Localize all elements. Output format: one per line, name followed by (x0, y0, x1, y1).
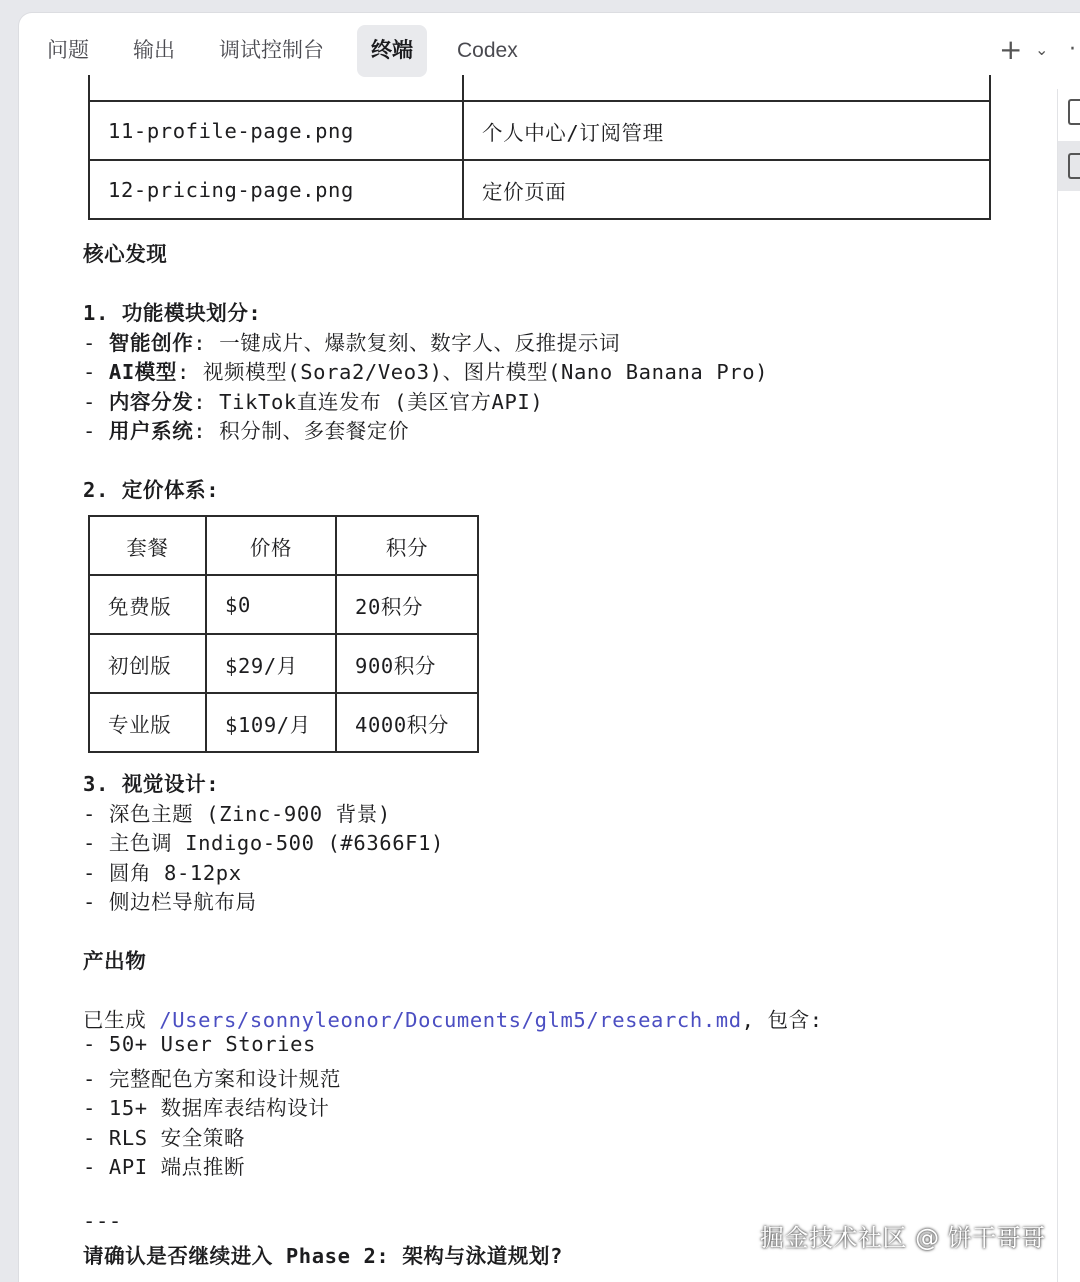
price-cell: $109/月 (206, 693, 336, 752)
confirm-question: 请确认是否继续进入 Phase 2: 架构与泳道规划? (83, 1244, 563, 1268)
item-value: : 视频模型(Sora2/Veo3)、图片模型(Nano Banana Pro) (176, 360, 769, 384)
list-item: - 智能创作: 一键成片、爆款复刻、数字人、反推提示词 (83, 331, 621, 355)
output-summary (83, 1003, 823, 1033)
item-key: 用户系统 (108, 419, 194, 443)
terminal-instance-icon[interactable] (1068, 99, 1080, 125)
list-item: - 15+ 数据库表结构设计 (83, 1096, 330, 1120)
credits-cell: 900积分 (336, 634, 478, 693)
terminal-side-rail (1057, 89, 1080, 1282)
research-file-link[interactable]: /Users/sonnyleonor/Documents/glm5/research.md (159, 1008, 742, 1032)
price-cell: $29/月 (206, 634, 336, 693)
credits-cell: 20积分 (336, 575, 478, 634)
item-key: AI模型 (108, 360, 177, 384)
plan-cell: 免费版 (89, 575, 206, 634)
section-heading-output: 产出物 (83, 949, 147, 973)
table-header-row (89, 516, 478, 575)
tab-output[interactable]: 输出 (133, 39, 175, 62)
output-prefix: 已生成 (83, 1008, 160, 1032)
item-key: 内容分发 (108, 390, 194, 414)
credits-cell: 4000积分 (336, 693, 478, 752)
item-value: : 一键成片、爆款复刻、数字人、反推提示词 (193, 331, 621, 355)
tab-terminal[interactable]: 终端 (357, 25, 427, 77)
list-item: - 侧边栏导航布局 (83, 890, 257, 914)
terminal-panel (18, 12, 1080, 1282)
file-table (88, 75, 991, 220)
item-key: 智能创作 (108, 331, 194, 355)
table-row (89, 75, 990, 101)
list-item: - AI模型: 视频模型(Sora2/Veo3)、图片模型(Nano Banana Pro) (83, 360, 769, 384)
table-row (89, 575, 478, 634)
watermark: 掘金技术社区 @ 饼干哥哥 (760, 1224, 1046, 1252)
terminal-output (83, 13, 1053, 1282)
file-desc-cell: 定价页面 (463, 160, 990, 219)
separator: --- (83, 1209, 122, 1233)
tab-debug-console[interactable]: 调试控制台 (219, 39, 324, 62)
chevron-down-icon[interactable]: ⌄ (1035, 40, 1049, 59)
tab-problems[interactable]: 问题 (47, 39, 89, 62)
section-heading-core: 核心发现 (83, 242, 168, 266)
list-item: - 完整配色方案和设计规范 (83, 1067, 341, 1091)
header-cell: 积分 (336, 516, 478, 575)
file-desc-cell: 个人中心/订阅管理 (463, 101, 990, 160)
header-cell: 套餐 (89, 516, 206, 575)
price-cell: $0 (206, 575, 336, 634)
section-title-modules: 1. 功能模块划分: (83, 301, 262, 325)
list-item: - 内容分发: TikTok直连发布 (美区官方API) (83, 390, 544, 414)
terminal-instance-icon[interactable] (1068, 153, 1080, 179)
add-terminal-icon[interactable]: + (999, 33, 1023, 66)
table-row (89, 160, 990, 219)
table-row (89, 101, 990, 160)
list-item: - 主色调 Indigo-500 (#6366F1) (83, 831, 444, 855)
pricing-table (88, 515, 479, 753)
list-item: - 深色主题 (Zinc-900 背景) (83, 802, 391, 826)
list-item: - 圆角 8-12px (83, 861, 242, 885)
tab-codex[interactable]: Codex (457, 39, 518, 62)
section-title-visual: 3. 视觉设计: (83, 772, 220, 796)
list-item: - RLS 安全策略 (83, 1126, 246, 1150)
table-row (89, 634, 478, 693)
item-value: : 积分制、多套餐定价 (193, 419, 410, 443)
plan-cell: 专业版 (89, 693, 206, 752)
section-title-pricing: 2. 定价体系: (83, 478, 220, 502)
file-name-cell: 11-profile-page.png (89, 101, 463, 160)
list-item: - 用户系统: 积分制、多套餐定价 (83, 419, 410, 443)
list-item: - 50+ User Stories (83, 1032, 316, 1056)
plan-cell: 初创版 (89, 634, 206, 693)
list-item: - API 端点推断 (83, 1155, 246, 1179)
header-cell: 价格 (206, 516, 336, 575)
table-row (89, 693, 478, 752)
more-actions-icon[interactable]: · (1069, 37, 1076, 62)
item-value: : TikTok直连发布 (美区官方API) (193, 390, 544, 414)
output-suffix: , 包含: (741, 1008, 823, 1032)
file-name-cell: 12-pricing-page.png (89, 160, 463, 219)
